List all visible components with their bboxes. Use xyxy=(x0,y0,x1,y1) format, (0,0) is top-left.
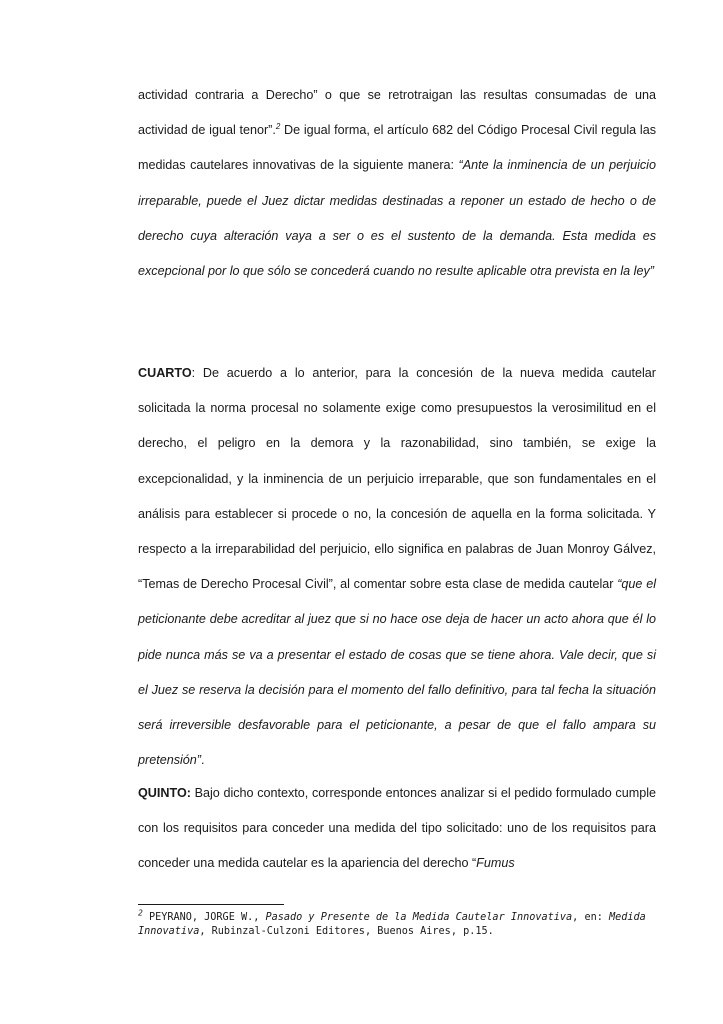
footnote-text: , en: xyxy=(572,912,609,923)
footnote-separator xyxy=(138,904,284,905)
footnote-book: Medida Innovativa xyxy=(138,912,646,937)
quoted-article-text: “Ante la inminencia de un perjuicio irreparable, puede el Juez dictar medidas destinadas a reponer un estado de hecho o de derecho cuya alteración vaya a ser o es el sustento de la demanda. Esta medida es excepcional por lo que sólo se concederá cuando no resulte aplicable otra prevista en la ley” xyxy=(138,158,656,279)
footnote-reference[interactable]: 2 xyxy=(275,122,281,132)
text-segment: De igual forma, el artículo 682 del Código Procesal Civil regula las medidas cautelares innovativas de la siguiente manera: xyxy=(138,123,656,173)
footnote-author: PEYRANO, JORGE W., xyxy=(142,912,266,923)
text-segment: actividad contraria a Derecho” o que se retrotraigan las resultas consumadas de una actividad de igual tenor”. xyxy=(138,88,656,138)
paragraph-text xyxy=(138,776,656,882)
quoted-text: “que el peticionante debe acreditar al juez que si no hace ose deja de hacer un acto ahora que él lo pide nunca más se va a presentar el estado de cosas que se tiene ahora. Vale decir, que si el Juez se reserva la decisión para el momento del fallo definitivo, para tal fecha la situación será irreversible desfavorable para el peticionante, a pesar de que el fallo ampara su pretensión” xyxy=(138,577,656,768)
paragraph-article-682 xyxy=(138,78,656,289)
footnote-number: 2 xyxy=(138,908,143,918)
footnote-title: Pasado y Presente de la Medida Cautelar Innovativa xyxy=(265,912,573,923)
text-segment: . xyxy=(201,753,205,768)
paragraph-text xyxy=(138,78,656,289)
text-segment: Bajo dicho contexto, corresponde entonces analizar si el pedido formulado cumple con los requisitos para conceder una medida del tipo solicitado: uno de los requisitos para conceder una medida cautelar es la apariencia del derecho “ xyxy=(138,786,656,871)
footnote-text: , Rubinzal-Culzoni Editores, Buenos Aires, p.15. xyxy=(199,926,494,937)
paragraph-quinto xyxy=(138,776,656,882)
section-heading-cuarto: CUARTO xyxy=(138,366,192,380)
section-heading-quinto: QUINTO: xyxy=(138,786,191,800)
text-segment: : De acuerdo a lo anterior, para la concesión de la nueva medida cautelar solicitada la norma procesal no solamente exige como presupuestos la verosimilitud en el derecho, el peligro en la demora y la razonabilidad, sino también, se exige la excepcionalidad, y la inminencia de un perjuicio irreparable, que son fundamentales en el análisis para establecer si procede o no, la concesión de aquella en la forma solicitada. Y respecto a la irreparabilidad del perjuicio, ello significa en palabras de Juan Monroy Gálvez, “Temas de Derecho Procesal Civil”, al comentar sobre esta clase de medida cautelar xyxy=(138,366,656,592)
paragraph-cuarto xyxy=(138,356,656,778)
quoted-term: Fumus xyxy=(476,856,515,871)
footnote xyxy=(138,908,656,939)
paragraph-text xyxy=(138,356,656,778)
